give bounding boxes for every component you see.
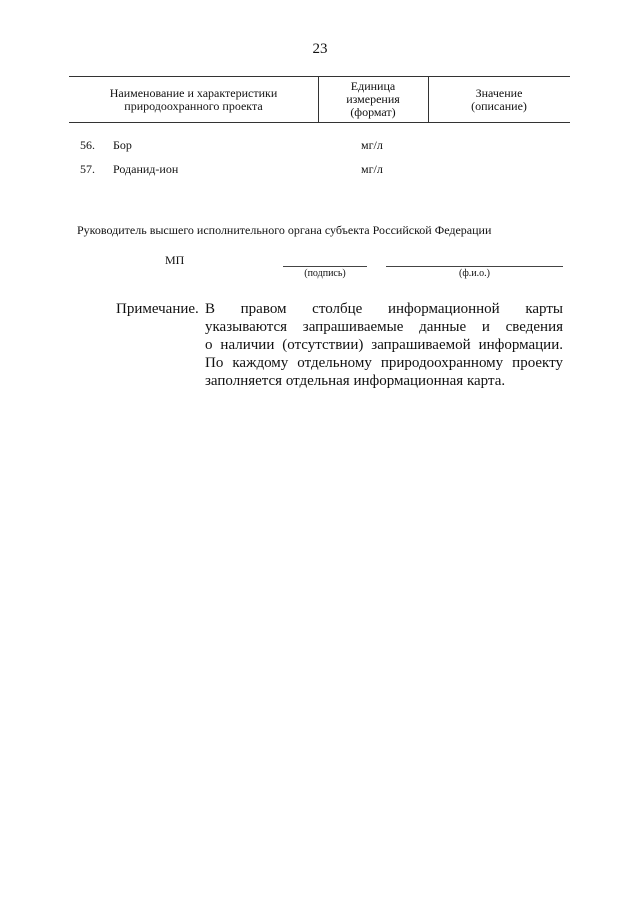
page-number: 23 [312, 41, 328, 57]
note-line-4: По каждому отдельному природоохранному проекту [205, 355, 563, 371]
table-header-value-line-2: (описание) [471, 99, 527, 113]
table-top-rule [69, 76, 570, 77]
stamp-place-label: МП [165, 253, 185, 267]
signatory-title: Руководитель высшего исполнительного органа субъекта Российской Федерации [77, 223, 492, 237]
table-header-unit [318, 80, 428, 119]
note-label: Примечание. [116, 301, 199, 317]
table-header-name-line-2: природоохранного проекта [124, 99, 263, 113]
row-unit: мг/л [361, 162, 383, 176]
note-line-1: В правом столбце информационной карты [205, 301, 563, 317]
table-row [0, 162, 640, 176]
row-number: 56. [80, 138, 95, 152]
table-header-name [69, 87, 318, 113]
table-header-unit-line-3: (формат) [350, 105, 396, 119]
note-text [205, 300, 563, 390]
table-header-value-line-1: Значение [475, 86, 523, 100]
note-line-5: заполняется отдельная информационная карта. [205, 373, 506, 389]
row-unit: мг/л [361, 138, 383, 152]
signature-line [283, 266, 367, 267]
full-name-caption: (ф.и.о.) [459, 268, 490, 279]
table-header-unit-line-1: Единица [350, 79, 396, 93]
row-number: 57. [80, 162, 95, 176]
table-row [0, 138, 640, 152]
table-header-bottom-rule [69, 122, 570, 123]
table-header-name-line-1: Наименование и характеристики [109, 86, 278, 100]
note-line-2: указываются запрашиваемые данные и сведения [205, 319, 563, 335]
table-header-unit-line-2: измерения [346, 92, 400, 106]
row-name: Роданид-ион [113, 162, 179, 176]
note-line-3: о наличии (отсутствии) запрашиваемой информации. [205, 337, 563, 353]
signature-caption: (подпись) [304, 268, 346, 279]
full-name-line [386, 266, 563, 267]
table-header-value [428, 87, 570, 113]
row-name: Бор [113, 138, 132, 152]
